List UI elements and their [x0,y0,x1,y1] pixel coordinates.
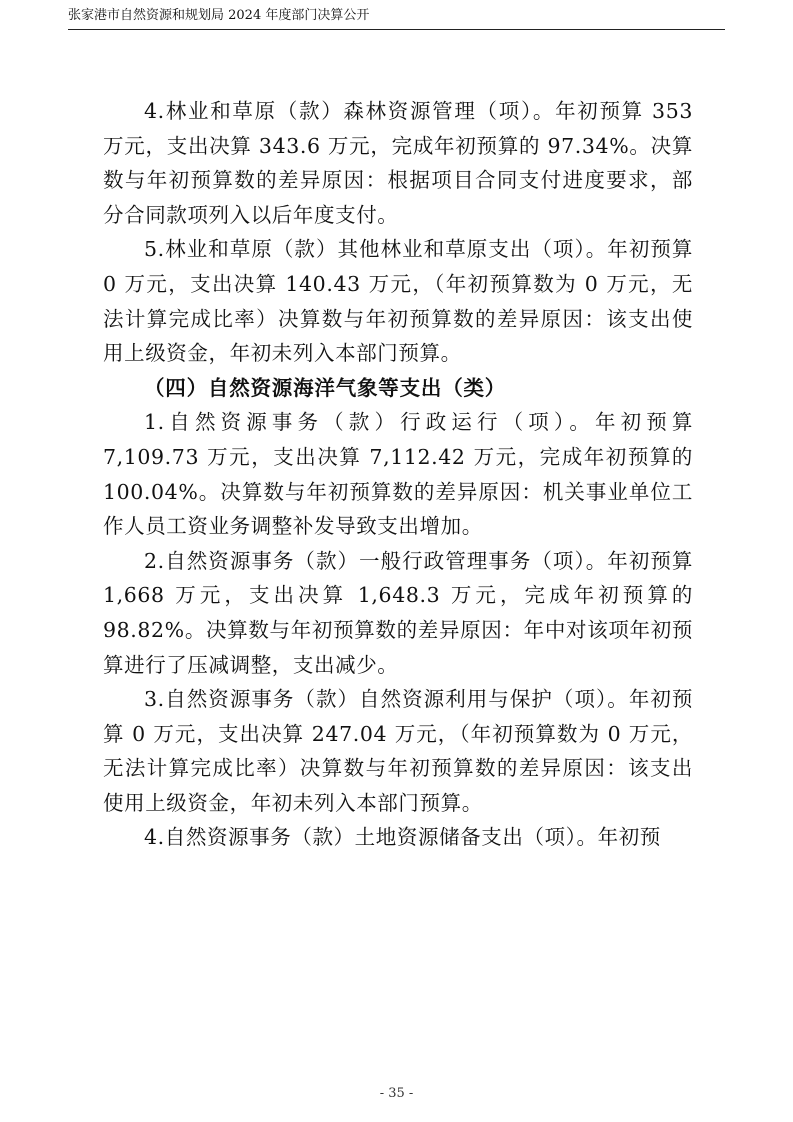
paragraph-general-administration: 2.自然资源事务（款）一般行政管理事务（项）。年初预算 1,668 万元，支出决算 1,648.3 万元，完成年初预算的 98.82%。决算数与年初预算数的差异原因：年中对该项年初预算进行了压减调整，支出减少。 [103,548,693,677]
paragraph-administrative-operation: 1.自然资源事务（款）行政运行（项）。年初预算 7,109.73 万元，支出决算 7,112.42 万元，完成年初预算的 100.04%。决算数与年初预算数的差异原因：机关事业单位工作人员工资业务调整补发导致支出增加。 [103,410,693,539]
page-footer [0,1086,793,1101]
paragraph-other-forestry-expenditure: 5.林业和草原（款）其他林业和草原支出（项）。年初预算 0 万元，支出决算 140.43 万元，（年初预算数为 0 万元，无法计算完成比率）决算数与年初预算数的差异原因：该支出使用上级资金，年初未列入本部门预算。 [103,237,693,366]
section-heading: （四）自然资源海洋气象等支出（类） [144,375,507,400]
paragraph-land-reserve-expenditure: 4.自然资源事务（款）土地资源储备支出（项）。年初预 [144,825,661,850]
page-number: - 35 - [379,1086,414,1101]
header-title: 张家港市自然资源和规划局 2024 年度部门决算公开 [68,8,370,23]
document-body [103,94,693,855]
page-header [68,8,725,30]
paragraph-forest-resource-management: 4.林业和草原（款）森林资源管理（项）。年初预算 353 万元，支出决算 343.6 万元，完成年初预算的 97.34%。决算数与年初预算数的差异原因：根据项目合同支付进度要求，部分合同款项列入以后年度支付。 [103,99,693,227]
paragraph-resource-utilization-protection: 3.自然资源事务（款）自然资源利用与保护（项）。年初预算 0 万元，支出决算 247.04 万元，（年初预算数为 0 万元，无法计算完成比率）决算数与年初预算数的差异原因：该支出使用上级资金，年初未列入本部门预算。 [103,687,693,815]
